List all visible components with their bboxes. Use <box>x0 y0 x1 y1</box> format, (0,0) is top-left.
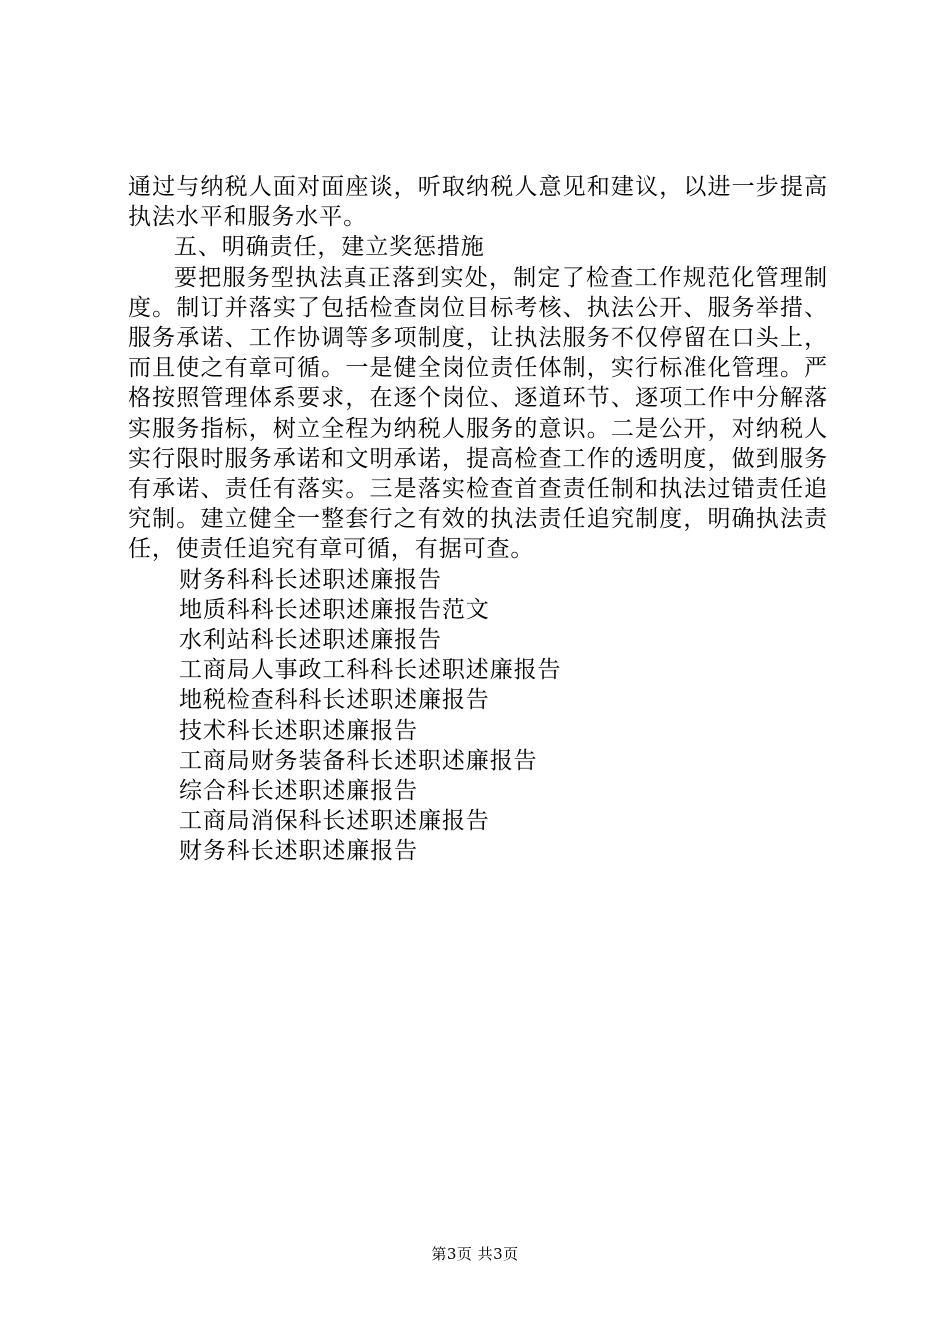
list-item[interactable]: 技术科长述职述廉报告 <box>179 717 418 744</box>
paragraph-body: 要把服务型执法真正落到实处，制定了检查工作规范化管理制度。制订并落实了包括检查岗位目标考核、执法公开、服务举措、服务承诺、工作协调等多项制度，让执法服务不仅停留在口头上，而且使之有章可循。一是健全岗位责任体制，实行标准化管理。严格按照管理体系要求，在逐个岗位、逐道环节、逐项工作中分解落实服务指标，树立全程为纳税人服务的意识。二是公开，对纳税人实行限时服务承诺和文明承诺，提高检查工作的透明度，做到服务有承诺、责任有落实。三是落实检查首查责任制和执法过错责任追究制。建立健全一整套行之有效的执法责任追究制度，明确执法责任，使责任追究有章可循，有据可查。 <box>128 264 828 563</box>
related-titles-list <box>128 565 828 867</box>
list-item[interactable]: 综合科长述职述廉报告 <box>179 778 418 805</box>
page-footer: 第3页 共3页 <box>431 1245 519 1263</box>
list-item[interactable]: 财务科长述职述廉报告 <box>179 838 418 865</box>
section-heading: 五、明确责任，建立奖惩措施 <box>174 234 485 261</box>
list-item[interactable]: 地税检查科科长述职述廉报告 <box>179 687 490 714</box>
list-item[interactable]: 工商局消保科长述职述廉报告 <box>179 808 490 835</box>
document-body <box>128 172 828 867</box>
list-item[interactable]: 工商局财务装备科长述职述廉报告 <box>179 747 538 774</box>
list-item[interactable]: 水利站科长述职述廉报告 <box>179 627 442 654</box>
list-item[interactable]: 地质科科长述职述廉报告范文 <box>179 596 490 623</box>
paragraph-continuation: 通过与纳税人面对面座谈，听取纳税人意见和建议，以进一步提高执法水平和服务水平。 <box>128 174 828 231</box>
list-item[interactable]: 工商局人事政工科科长述职述廉报告 <box>179 657 562 684</box>
list-item[interactable]: 财务科科长述职述廉报告 <box>179 566 442 593</box>
